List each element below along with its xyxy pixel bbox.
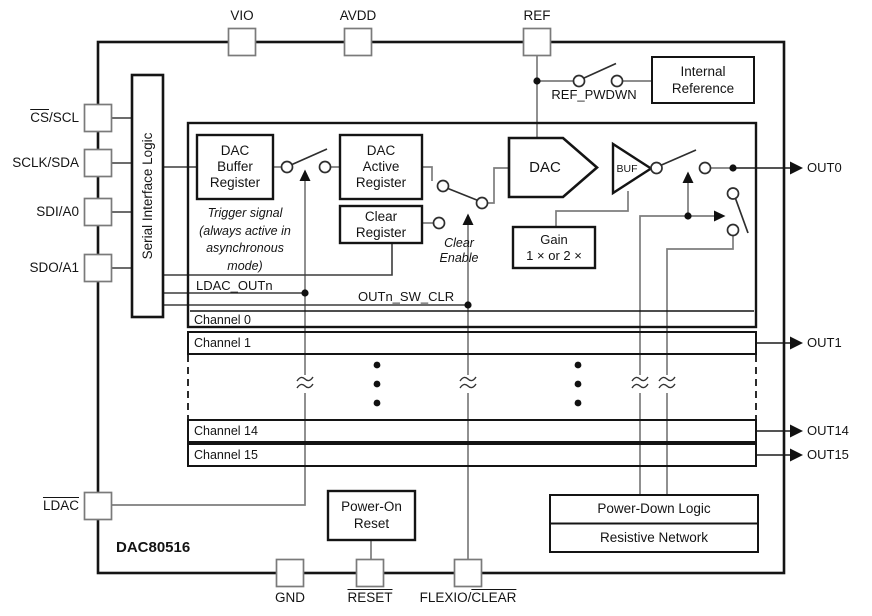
out0-arrowhead-icon (790, 162, 803, 175)
clear-enable-label: Clear Enable (439, 236, 479, 265)
switch-contact-icon (700, 163, 711, 174)
ellipsis-dot (374, 400, 381, 407)
junction-dot (729, 164, 736, 171)
buf-label: BUF (616, 163, 638, 175)
pin-label-overline: $\overline{CS}$ (30, 110, 49, 125)
output-label-out0: OUT0 (807, 160, 842, 175)
pin-label-reset (330, 590, 410, 606)
pin-label-sdo-a1 (0, 260, 79, 276)
internal-reference-label: Internal Reference (671, 64, 735, 96)
pin-label-overline: RESET (347, 590, 393, 605)
ref-pwdwn-label: REF_PWDWN (551, 87, 637, 102)
power-on-reset-label: Power-On Reset (341, 499, 402, 531)
serial-interface-label: Serial Interface Logic (139, 132, 155, 260)
pin-flexio-clear (455, 560, 482, 587)
pin-label-sclk-sda (0, 155, 79, 171)
break-squiggle-icon (460, 375, 476, 393)
break-squiggle-icon (297, 375, 313, 393)
pin-label-avdd (328, 8, 388, 24)
junction-dots (301, 77, 736, 308)
ellipsis-dot (575, 381, 582, 388)
channel-label: Channel 0 (194, 313, 251, 327)
wires-gray (112, 56, 734, 560)
chip-outline (98, 42, 784, 573)
pin-label-gnd (250, 590, 330, 606)
pin-ref (524, 29, 551, 56)
ellipsis-dot (575, 400, 582, 407)
output-label-out14: OUT14 (807, 423, 849, 438)
channel14-box (188, 420, 756, 442)
ellipsis-dot (374, 381, 381, 388)
channel-label: Channel 1 (194, 335, 251, 350)
junction-dot (684, 212, 691, 219)
out1-arrowhead-icon (790, 337, 803, 350)
power-down-logic-label: Power-Down Logic (597, 501, 711, 516)
resistive-network-label: Resistive Network (599, 530, 709, 545)
break-squiggle-icon (632, 375, 648, 393)
pin-sdi-a0 (85, 199, 112, 226)
pd-up-arrowhead-icon (683, 172, 694, 184)
outn-sw-clr-label: OUTn_SW_CLR (358, 289, 455, 304)
channel-label: Channel 15 (194, 447, 258, 462)
pin-sclk-sda (85, 150, 112, 177)
active-switch-blade (448, 189, 478, 201)
switch-contact-icon (477, 198, 488, 209)
pin-label-text: AVDD (339, 8, 377, 23)
pin-label-ref (507, 8, 567, 24)
pd-right-arrowhead-icon (714, 211, 726, 222)
pin-label-text: FLEXIO/ (419, 590, 472, 605)
junction-dot (533, 77, 540, 84)
switch-contact-icon (434, 218, 445, 229)
pd-switch-lower-wire (667, 236, 733, 496)
ellipsis-dot (575, 362, 582, 369)
channel15-box (188, 444, 756, 466)
pin-label-overline: LDAC (42, 498, 79, 513)
pin-avdd (345, 29, 372, 56)
pin-label-text: VIO (230, 8, 254, 23)
dac-buffer-register-label: DAC Buffer Register (209, 143, 261, 190)
pin-label-ldac (0, 498, 79, 514)
switch-contact-icon (320, 162, 331, 173)
block-outlines (98, 42, 784, 573)
gain-wire (556, 191, 628, 227)
switch-contact-icon (282, 162, 293, 173)
pin-label-text: SDO/A1 (29, 260, 79, 275)
output-label-out1: OUT1 (807, 335, 842, 350)
trigger-note: Trigger signal (always active in asynchronous mode) (199, 206, 291, 273)
break-squiggles (297, 375, 675, 393)
junction-dot (464, 301, 471, 308)
switch-contact-icon (574, 76, 585, 87)
channel1-box (188, 332, 756, 354)
pin-gnd (277, 560, 304, 587)
switch-contact-icon (651, 163, 662, 174)
switch-contact-icon (612, 76, 623, 87)
active-out-wire (422, 167, 432, 181)
pin-label-vio (212, 8, 272, 24)
clear-arrowhead-icon (463, 214, 474, 226)
switch-contact-icon (438, 181, 449, 192)
channel-label: Channel 14 (194, 423, 258, 438)
pin-label-text: SCLK/SDA (12, 155, 79, 170)
switch-contact-icon (728, 188, 739, 199)
pin-reset (357, 560, 384, 587)
out15-arrowhead-icon (790, 449, 803, 462)
out0-switch-blade (662, 150, 697, 165)
pin-label-text: SDI/A0 (36, 204, 79, 219)
dac-label: DAC (529, 159, 561, 176)
pin-label-text: GND (275, 590, 305, 605)
ref-pwdwn-switch-blade (584, 64, 616, 79)
pin-label-overline: CLEAR (471, 590, 517, 605)
gain-label: Gain 1 × or 2 × (526, 232, 582, 263)
switch-contact-icon (728, 225, 739, 236)
pin-label-text: /SCL (48, 110, 79, 125)
chip-name: DAC80516 (116, 539, 191, 556)
ellipsis-dot (374, 362, 381, 369)
dac-active-register-label: DAC Active Register (355, 143, 407, 190)
clear-register-label: Clear Register (355, 209, 407, 240)
out14-arrowhead-icon (790, 425, 803, 438)
pin-vio (229, 29, 256, 56)
pin-label-text: REF (523, 8, 551, 23)
pin-cs-scl (85, 105, 112, 132)
output-label-out15: OUT15 (807, 447, 849, 462)
trigger-arrowhead-icon (300, 170, 311, 182)
junction-dot (301, 289, 308, 296)
pd-control-wire (640, 216, 714, 495)
pin-label-sdi-a0 (0, 204, 79, 220)
ellipsis-dots (374, 362, 582, 407)
dac-input-wire (488, 168, 510, 203)
pin-label-cs-scl (0, 110, 79, 126)
pin-label-flexio-clear (403, 590, 533, 606)
pin-ldac (85, 493, 112, 520)
pin-sdo-a1 (85, 255, 112, 282)
ldac-outn-label: LDAC_OUTn (196, 278, 273, 293)
break-squiggle-icon (659, 375, 675, 393)
